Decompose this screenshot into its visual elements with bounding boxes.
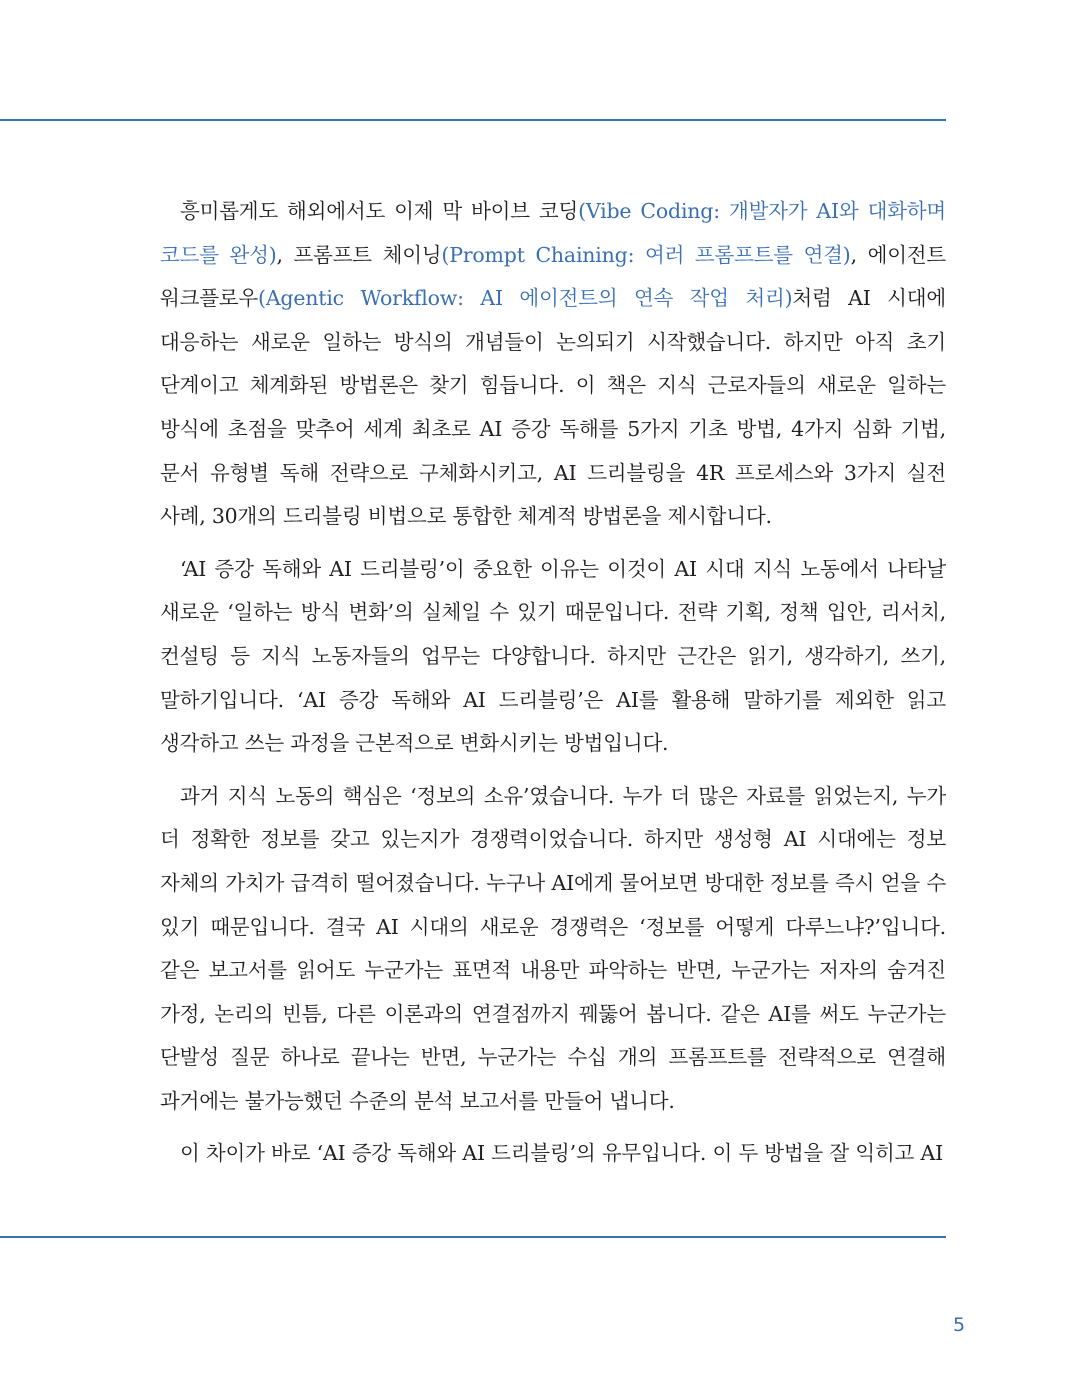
- highlighted-term: (Agentic Workflow: AI 에이전트의 연속 작업 처리): [258, 286, 793, 311]
- text-segment: 흥미롭게도 해외에서도 이제 막 바이브 코딩: [180, 199, 579, 223]
- text-segment: 과거 지식 노동의 핵심은 ‘정보의 소유’였습니다. 누가 더 많은 자료를 읽었는지, 누가 더 정확한 정보를 갖고 있는지가 경쟁력이었습니다. 하지만 생성형 AI 시대에는 정보 자체의 가치가 급격히 떨어졌습니다. 누구나 AI에게 물어보면 방대한 정보를 즉시 얻을 수 있기 때문입니다. 결국 AI 시대의 새로운 경쟁력은 ‘정보를 어떻게 다루느냐?’입니다. 같은 보고서를 읽어도 누군가는 표면적 내용만 파악하는 반면, 누군가는 저자의 숨겨진 가정, 논리의 빈틈, 다른 이론과의 연결점까지 꿰뚫어 봅니다. 같은 AI를 써도 누군가는 단발성 질문 하나로 끝나는 반면, 누군가는 수십 개의 프롬프트를 전략적으로 연결해 과거에는 불가능했던 수준의 분석 보고서를 만들어 냅니다.: [160, 783, 946, 1113]
- body-text: [160, 190, 946, 1185]
- text-segment: 이 차이가 바로 ‘AI 증강 독해와 AI 드리블링’의 유무입니다. 이 두 방법을 잘 익히고 AI: [180, 1141, 943, 1166]
- paragraph-3: [160, 775, 946, 1124]
- paragraph-1: [160, 190, 946, 539]
- top-divider: [0, 119, 946, 121]
- paragraph-4: [160, 1132, 946, 1176]
- page-number: 5: [953, 1314, 966, 1336]
- highlighted-term: (Prompt Chaining: 여러 프롬프트를 연결): [441, 242, 851, 267]
- text-segment: , 에이전트 워크플로우: [160, 242, 947, 311]
- highlighted-term: (Vibe Coding: 개발자가 AI와 대화하며 코드를 완성): [160, 199, 946, 267]
- paragraph-2: [160, 548, 946, 766]
- text-segment: ‘AI 증강 독해와 AI 드리블링’이 중요한 이유는 이것이 AI 시대 지식 노동에서 나타날 새로운 ‘일하는 방식 변화’의 실체일 수 있기 때문입니다. 전략 기획, 정책 입안, 리서치, 컨설팅 등 지식 노동자들의 업무는 다양합니다. 하지만 근간은 읽기, 생각하기, 쓰기, 말하기입니다. ‘AI 증강 독해와 AI 드리블링’은 AI를 활용해 말하기를 제외한 읽고 생각하고 쓰는 과정을 근본적으로 변화시키는 방법입니다.: [160, 556, 946, 756]
- bottom-divider: [0, 1236, 946, 1238]
- text-segment: , 프롬프트 체이닝: [276, 242, 442, 267]
- text-segment: 처럼 AI 시대에 대응하는 새로운 일하는 방식의 개념들이 논의되기 시작했습니다. 하지만 아직 초기 단계이고 체계화된 방법론은 찾기 힘듭니다. 이 책은 지식 근로자들의 새로운 일하는 방식에 초점을 맞추어 세계 최초로 AI 증강 독해를 5가지 기초 방법, 4가지 심화 기법, 문서 유형별 독해 전략으로 구체화시키고, AI 드리블링을 4R 프로세스와 3가지 실전 사례, 30개의 드리블링 비법으로 통합한 체계적 방법론을 제시합니다.: [160, 286, 946, 529]
